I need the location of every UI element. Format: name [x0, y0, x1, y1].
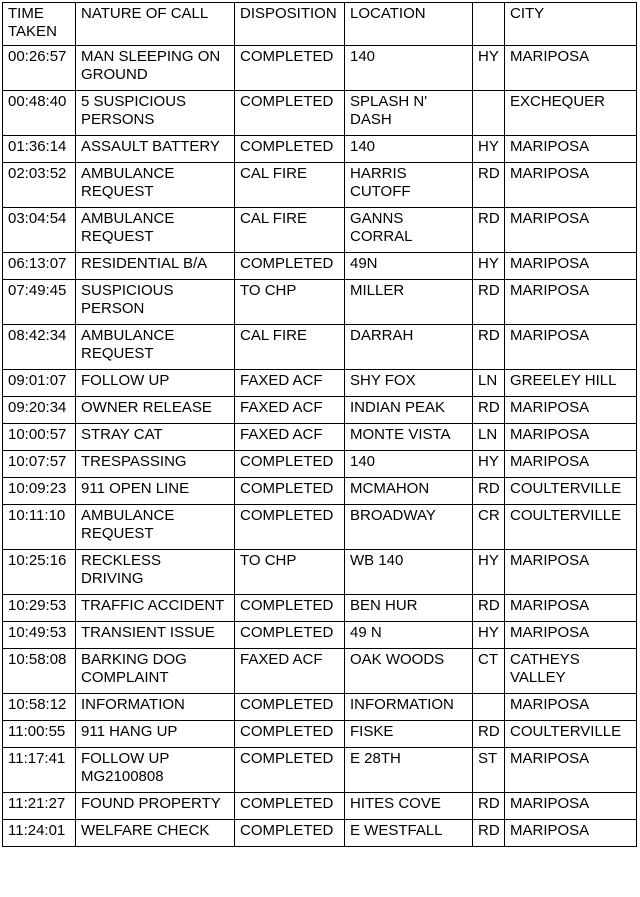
cell-disposition: COMPLETED: [235, 136, 345, 163]
table-row: [3, 253, 637, 280]
cell-disposition: COMPLETED: [235, 622, 345, 649]
cell-location: OAK WOODS: [345, 649, 473, 694]
cell-nature-of-call: 911 HANG UP: [76, 721, 235, 748]
cell-time-taken: 01:36:14: [3, 136, 76, 163]
header-disposition: DISPOSITION: [235, 3, 345, 46]
table-row: [3, 478, 637, 505]
cell-location: MONTE VISTA: [345, 424, 473, 451]
cell-city: EXCHEQUER: [505, 91, 637, 136]
cell-disposition: COMPLETED: [235, 721, 345, 748]
cell-time-taken: 10:58:08: [3, 649, 76, 694]
cell-disposition: TO CHP: [235, 280, 345, 325]
cell-disposition: COMPLETED: [235, 694, 345, 721]
cell-city: MARIPOSA: [505, 46, 637, 91]
cell-nature-of-call: AMBULANCE REQUEST: [76, 505, 235, 550]
cell-city: MARIPOSA: [505, 793, 637, 820]
cell-nature-of-call: FOLLOW UP: [76, 370, 235, 397]
cell-time-taken: 10:25:16: [3, 550, 76, 595]
cell-disposition: FAXED ACF: [235, 370, 345, 397]
cell-location: 49N: [345, 253, 473, 280]
table-row: [3, 649, 637, 694]
cell-city: MARIPOSA: [505, 397, 637, 424]
cell-disposition: FAXED ACF: [235, 424, 345, 451]
cell-location: HARRIS CUTOFF: [345, 163, 473, 208]
cell-nature-of-call: OWNER RELEASE: [76, 397, 235, 424]
cell-nature-of-call: 911 OPEN LINE: [76, 478, 235, 505]
cell-street-suffix: RD: [473, 478, 505, 505]
cell-nature-of-call: MAN SLEEPING ON GROUND: [76, 46, 235, 91]
cell-location: E 28TH: [345, 748, 473, 793]
cell-disposition: CAL FIRE: [235, 325, 345, 370]
cell-disposition: COMPLETED: [235, 748, 345, 793]
cell-nature-of-call: AMBULANCE REQUEST: [76, 208, 235, 253]
cell-time-taken: 02:03:52: [3, 163, 76, 208]
cell-city: MARIPOSA: [505, 451, 637, 478]
cell-time-taken: 10:00:57: [3, 424, 76, 451]
cell-nature-of-call: TRESPASSING: [76, 451, 235, 478]
cell-location: SPLASH N' DASH: [345, 91, 473, 136]
cell-location: 49 N: [345, 622, 473, 649]
table-row: [3, 622, 637, 649]
table-row: [3, 793, 637, 820]
cell-nature-of-call: WELFARE CHECK: [76, 820, 235, 847]
cell-city: GREELEY HILL: [505, 370, 637, 397]
cell-street-suffix: RD: [473, 595, 505, 622]
cell-location: FISKE: [345, 721, 473, 748]
cell-city: MARIPOSA: [505, 208, 637, 253]
cell-time-taken: 07:49:45: [3, 280, 76, 325]
cell-nature-of-call: INFORMATION: [76, 694, 235, 721]
cell-street-suffix: RD: [473, 163, 505, 208]
cell-nature-of-call: RESIDENTIAL B/A: [76, 253, 235, 280]
table-row: [3, 136, 637, 163]
cell-nature-of-call: AMBULANCE REQUEST: [76, 325, 235, 370]
cell-nature-of-call: TRAFFIC ACCIDENT: [76, 595, 235, 622]
cell-street-suffix: CT: [473, 649, 505, 694]
cell-disposition: COMPLETED: [235, 46, 345, 91]
table-row: [3, 550, 637, 595]
table-row: [3, 46, 637, 91]
cell-disposition: CAL FIRE: [235, 208, 345, 253]
cell-location: INFORMATION: [345, 694, 473, 721]
table-row: [3, 424, 637, 451]
cell-time-taken: 06:13:07: [3, 253, 76, 280]
cell-street-suffix: HY: [473, 622, 505, 649]
cell-location: 140: [345, 136, 473, 163]
header-time-taken: TIME TAKEN: [3, 3, 76, 46]
cell-street-suffix: [473, 694, 505, 721]
cell-street-suffix: RD: [473, 793, 505, 820]
cell-time-taken: 09:01:07: [3, 370, 76, 397]
cell-time-taken: 09:20:34: [3, 397, 76, 424]
cell-disposition: COMPLETED: [235, 595, 345, 622]
table-row: [3, 721, 637, 748]
cell-street-suffix: LN: [473, 424, 505, 451]
call-log-body: [3, 46, 637, 847]
cell-city: MARIPOSA: [505, 280, 637, 325]
cell-nature-of-call: STRAY CAT: [76, 424, 235, 451]
cell-city: COULTERVILLE: [505, 478, 637, 505]
cell-disposition: TO CHP: [235, 550, 345, 595]
cell-street-suffix: HY: [473, 451, 505, 478]
cell-disposition: COMPLETED: [235, 820, 345, 847]
cell-time-taken: 10:29:53: [3, 595, 76, 622]
cell-time-taken: 10:49:53: [3, 622, 76, 649]
header-street-suffix: [473, 3, 505, 46]
cell-street-suffix: HY: [473, 46, 505, 91]
cell-time-taken: 11:00:55: [3, 721, 76, 748]
table-row: [3, 280, 637, 325]
cell-nature-of-call: TRANSIENT ISSUE: [76, 622, 235, 649]
cell-location: BEN HUR: [345, 595, 473, 622]
cell-time-taken: 08:42:34: [3, 325, 76, 370]
cell-nature-of-call: ASSAULT BATTERY: [76, 136, 235, 163]
cell-nature-of-call: SUSPICIOUS PERSON: [76, 280, 235, 325]
cell-city: MARIPOSA: [505, 622, 637, 649]
cell-street-suffix: RD: [473, 397, 505, 424]
cell-city: MARIPOSA: [505, 748, 637, 793]
cell-street-suffix: HY: [473, 136, 505, 163]
cell-time-taken: 11:24:01: [3, 820, 76, 847]
cell-time-taken: 10:58:12: [3, 694, 76, 721]
cell-city: MARIPOSA: [505, 820, 637, 847]
cell-city: MARIPOSA: [505, 325, 637, 370]
cell-time-taken: 00:48:40: [3, 91, 76, 136]
cell-location: HITES COVE: [345, 793, 473, 820]
cell-street-suffix: RD: [473, 280, 505, 325]
cell-disposition: COMPLETED: [235, 253, 345, 280]
cell-city: COULTERVILLE: [505, 505, 637, 550]
header-location: LOCATION: [345, 3, 473, 46]
table-row: [3, 370, 637, 397]
cell-city: MARIPOSA: [505, 595, 637, 622]
cell-city: MARIPOSA: [505, 694, 637, 721]
cell-time-taken: 11:17:41: [3, 748, 76, 793]
cell-nature-of-call: AMBULANCE REQUEST: [76, 163, 235, 208]
cell-location: 140: [345, 46, 473, 91]
table-row: [3, 91, 637, 136]
cell-street-suffix: [473, 91, 505, 136]
table-row: [3, 397, 637, 424]
cell-disposition: COMPLETED: [235, 793, 345, 820]
cell-disposition: CAL FIRE: [235, 163, 345, 208]
table-row: [3, 595, 637, 622]
cell-city: MARIPOSA: [505, 550, 637, 595]
call-log-table: [2, 2, 637, 847]
table-row: [3, 505, 637, 550]
cell-street-suffix: RD: [473, 208, 505, 253]
cell-nature-of-call: 5 SUSPICIOUS PERSONS: [76, 91, 235, 136]
cell-location: INDIAN PEAK: [345, 397, 473, 424]
cell-city: MARIPOSA: [505, 253, 637, 280]
cell-location: DARRAH: [345, 325, 473, 370]
cell-street-suffix: RD: [473, 820, 505, 847]
cell-city: MARIPOSA: [505, 424, 637, 451]
cell-street-suffix: HY: [473, 550, 505, 595]
cell-disposition: COMPLETED: [235, 505, 345, 550]
cell-time-taken: 11:21:27: [3, 793, 76, 820]
cell-city: CATHEYS VALLEY: [505, 649, 637, 694]
cell-location: SHY FOX: [345, 370, 473, 397]
cell-city: MARIPOSA: [505, 163, 637, 208]
cell-city: MARIPOSA: [505, 136, 637, 163]
cell-nature-of-call: FOLLOW UP MG2100808: [76, 748, 235, 793]
cell-nature-of-call: RECKLESS DRIVING: [76, 550, 235, 595]
cell-disposition: COMPLETED: [235, 478, 345, 505]
cell-time-taken: 10:09:23: [3, 478, 76, 505]
table-row: [3, 451, 637, 478]
cell-street-suffix: CR: [473, 505, 505, 550]
cell-time-taken: 10:07:57: [3, 451, 76, 478]
cell-location: 140: [345, 451, 473, 478]
table-row: [3, 208, 637, 253]
cell-street-suffix: RD: [473, 721, 505, 748]
cell-time-taken: 00:26:57: [3, 46, 76, 91]
cell-street-suffix: LN: [473, 370, 505, 397]
cell-location: BROADWAY: [345, 505, 473, 550]
table-row: [3, 748, 637, 793]
cell-location: E WESTFALL: [345, 820, 473, 847]
cell-disposition: COMPLETED: [235, 91, 345, 136]
header-row: [3, 3, 637, 46]
cell-location: GANNS CORRAL: [345, 208, 473, 253]
cell-location: WB 140: [345, 550, 473, 595]
cell-street-suffix: HY: [473, 253, 505, 280]
cell-location: MCMAHON: [345, 478, 473, 505]
header-city: CITY: [505, 3, 637, 46]
cell-time-taken: 10:11:10: [3, 505, 76, 550]
cell-disposition: COMPLETED: [235, 451, 345, 478]
table-row: [3, 820, 637, 847]
cell-city: COULTERVILLE: [505, 721, 637, 748]
table-row: [3, 694, 637, 721]
cell-disposition: FAXED ACF: [235, 397, 345, 424]
cell-street-suffix: RD: [473, 325, 505, 370]
table-row: [3, 163, 637, 208]
cell-nature-of-call: FOUND PROPERTY: [76, 793, 235, 820]
table-row: [3, 325, 637, 370]
cell-street-suffix: ST: [473, 748, 505, 793]
cell-nature-of-call: BARKING DOG COMPLAINT: [76, 649, 235, 694]
cell-location: MILLER: [345, 280, 473, 325]
header-nature-of-call: NATURE OF CALL: [76, 3, 235, 46]
cell-disposition: FAXED ACF: [235, 649, 345, 694]
cell-time-taken: 03:04:54: [3, 208, 76, 253]
